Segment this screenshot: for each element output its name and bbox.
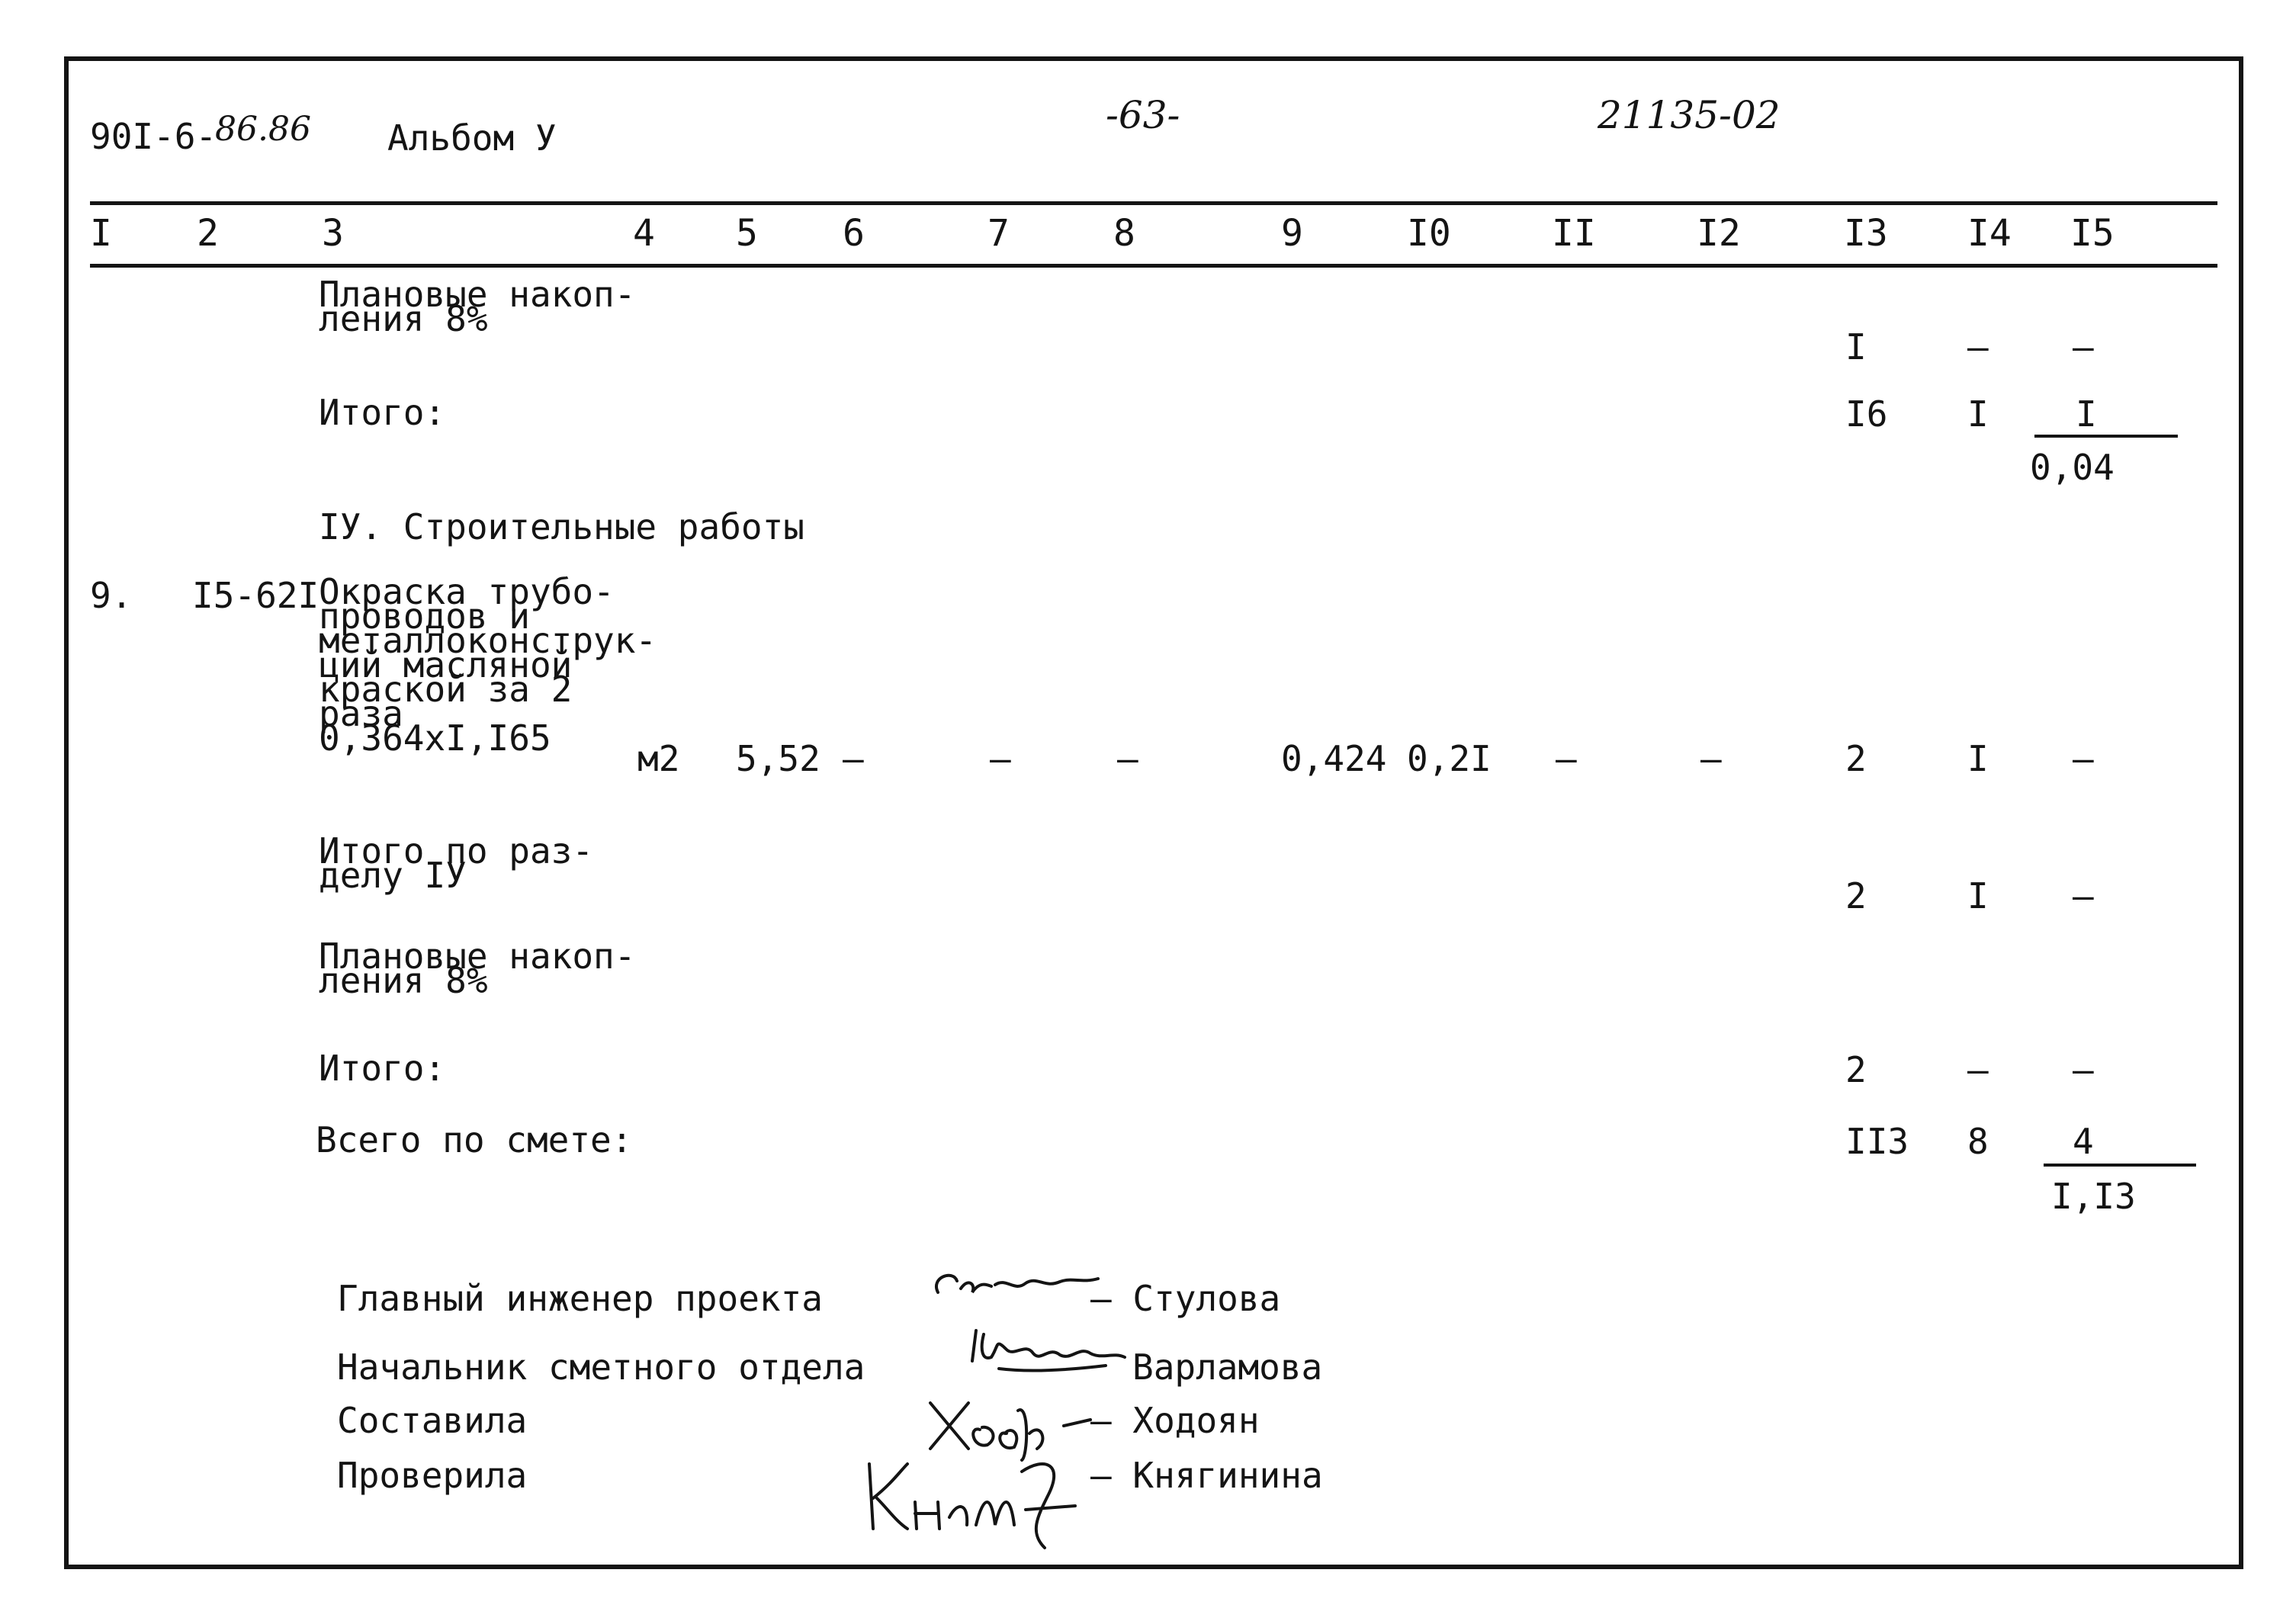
album-code-handwritten: 86.86 [215,110,311,149]
column-number: I0 [1407,212,1451,255]
cell-col14: – [1967,1049,1989,1090]
column-number: I4 [1967,212,2012,255]
cell-col13: 2 [1845,875,1867,916]
row-label-planned-accumulations: Плановые накоп- ления 8% [319,936,636,1001]
cell-col7: – [990,738,1011,779]
cell-col14: – [1967,326,1989,368]
cell-col11: – [1556,738,1577,779]
column-number: 5 [736,212,758,255]
document-number: 21135-02 [1598,93,1781,137]
row-label-grand-total: Всего по смете: [316,1119,633,1160]
cell-col13: 2 [1845,738,1867,779]
signature-name: – Стулова [1090,1278,1281,1319]
row-label-section-subtotal: Итого по раз- делу IУ [319,830,594,896]
cell-col13: II3 [1845,1121,1909,1162]
item-number: 9. [90,575,133,616]
column-number: I [90,212,112,255]
cell-unit: м2 [637,738,680,779]
column-number: 9 [1281,212,1303,255]
fraction-bar [2044,1164,2196,1167]
page-number: -63- [1106,93,1180,137]
cell-col15: – [2073,326,2094,368]
column-number: II [1552,212,1596,255]
cell-col13: I [1845,326,1867,368]
cell-col14: 8 [1967,1121,1989,1162]
signature-role: Начальник сметного отдела [337,1347,865,1388]
cell-col14: I [1967,738,1989,779]
cell-col14: I [1967,875,1989,916]
column-number: 4 [633,212,655,255]
album-code: 90I-6- [90,116,217,157]
signature-role: Проверила [337,1455,528,1496]
cell-col9: 0,424 [1281,738,1387,779]
column-number: 3 [322,212,344,255]
cell-col10: 0,2I [1407,738,1492,779]
fraction-denominator: 0,04 [2030,447,2115,488]
cell-col13: I6 [1845,393,1888,435]
header-rule [90,201,2217,205]
fraction-denominator: I,I3 [2051,1176,2136,1217]
signature-stulova-mark [923,1254,1106,1315]
cell-col6: – [843,738,864,779]
cell-col5: 5,52 [736,738,820,779]
column-number: 7 [987,212,1010,255]
column-number: I2 [1697,212,1741,255]
fraction-numerator: 4 [2073,1121,2094,1162]
signature-name: Варламова [1132,1347,1323,1388]
column-number: 2 [197,212,219,255]
cell-col15: – [2073,738,2094,779]
fraction-bar [2034,435,2178,438]
item-code: I5-62I [192,575,320,616]
cell-col15: – [2073,875,2094,916]
cell-col12: – [1700,738,1722,779]
fraction-numerator: I [2076,393,2097,435]
signature-name: – Княгинина [1090,1455,1323,1496]
column-header-rule [90,264,2217,268]
signature-role: Главный инженер проекта [337,1278,823,1319]
album-title: Альбом У [387,117,557,159]
row-label-planned-accumulations: Плановые накоп- ления 8% [319,274,636,339]
item-description: Окраска трубо- проводов и металлоконструк- ций масляной краской за 2 раза 0,364xI,I65 [319,571,657,759]
column-number: 6 [843,212,865,255]
row-label-total: Итого: [319,392,446,433]
column-number: I3 [1844,212,1888,255]
column-number: 8 [1113,212,1135,255]
cell-col15: – [2073,1049,2094,1090]
signature-knyaginina-mark [854,1441,1106,1555]
signature-name: – Ходоян [1090,1400,1260,1441]
column-number: I5 [2070,212,2115,255]
cell-col8: – [1117,738,1138,779]
row-label-total: Итого: [319,1048,446,1089]
signature-role: Составила [337,1400,528,1441]
cell-col14: I [1967,393,1989,435]
cell-col13: 2 [1845,1049,1867,1090]
signature-varlamova-mark [953,1315,1136,1384]
section-heading: IУ. Строительные работы [319,506,804,547]
